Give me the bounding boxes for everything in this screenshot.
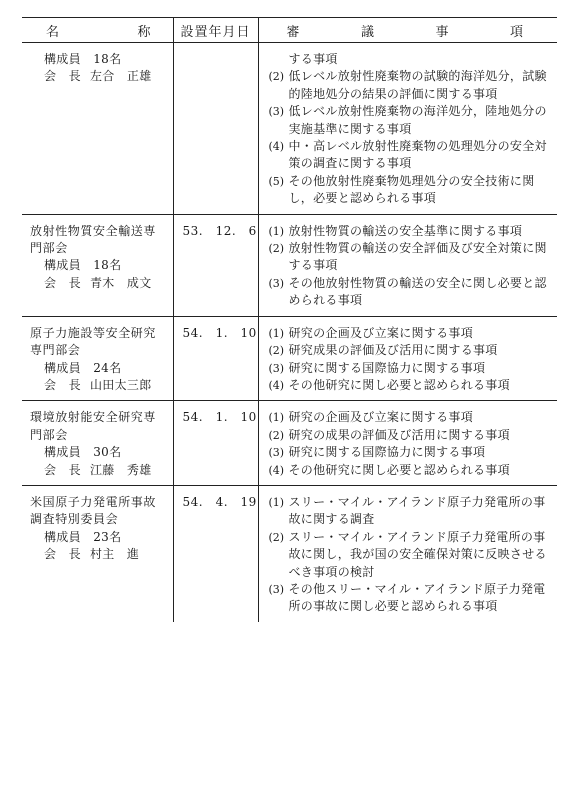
chair-line xyxy=(30,68,169,85)
header-established: 設置年月日 xyxy=(173,18,258,43)
matter-text: 中・高レベル放射性廃棄物の処理処分の安全対策の調査に関する事項 xyxy=(288,139,547,171)
committee-name-cell xyxy=(22,43,173,215)
committee-title-line: 門部会 xyxy=(30,427,68,442)
matter-number: (3) xyxy=(268,582,285,596)
header-name-char-1: 名 xyxy=(46,24,60,40)
matter-text: その他研究に関し必要と認められる事項 xyxy=(288,377,510,392)
matter-number: (1) xyxy=(268,326,285,340)
matter-number: (3) xyxy=(268,276,285,290)
chair-label: 会 長 xyxy=(44,462,81,477)
matter-text: 研究に関する国際協力に関する事項 xyxy=(288,360,486,375)
matter-item xyxy=(269,173,550,208)
committee-name-cell xyxy=(22,316,173,401)
established-date-cell xyxy=(173,401,258,486)
established-date-cell xyxy=(173,485,258,621)
matter-item xyxy=(269,68,550,103)
established-date: 54. 1. 10 xyxy=(182,325,257,340)
chair-name: 左合 正雄 xyxy=(90,69,152,84)
matter-text: その他研究に関し必要と認められる事項 xyxy=(288,462,510,477)
matter-item xyxy=(269,325,550,342)
matters-cell xyxy=(258,401,557,486)
matter-number: (4) xyxy=(268,140,285,154)
matters-cell xyxy=(258,316,557,401)
chair-line xyxy=(30,546,169,563)
established-date-cell xyxy=(173,214,258,316)
matter-text: 研究成果の評価及び活用に関する事項 xyxy=(288,343,498,358)
chair-name: 山田太三郎 xyxy=(90,377,152,392)
chair-label: 会 長 xyxy=(44,275,81,290)
matter-text: その他放射性物質の輸送の安全に関し必要と認められる事項 xyxy=(288,275,547,308)
matter-item xyxy=(269,240,550,275)
chair-line xyxy=(30,377,169,394)
matter-number: (4) xyxy=(268,463,285,477)
matters-cell xyxy=(258,214,557,316)
matter-number: (2) xyxy=(268,242,285,256)
matter-number: (3) xyxy=(268,105,285,119)
matter-text: 低レベル放射性廃棄物の海洋処分，陸地処分の実施基準に関する事項 xyxy=(288,104,547,136)
committee-name-cell xyxy=(22,214,173,316)
chair-label: 会 長 xyxy=(44,547,81,562)
committee-row xyxy=(22,485,557,621)
header-row xyxy=(22,18,557,43)
matter-item xyxy=(269,581,550,616)
matter-number: (1) xyxy=(268,411,285,425)
matter-text: スリー・マイル・アイランド原子力発電所の事故に関する調査 xyxy=(288,494,546,527)
matter-text: 低レベル放射性廃棄物の試験的海洋処分，試験的陸地処分の結果の評価に関する事項 xyxy=(288,69,547,101)
committee-name-cell xyxy=(22,401,173,486)
header-matters-char-4: 項 xyxy=(509,24,523,40)
established-date-cell xyxy=(173,316,258,401)
committee-row xyxy=(22,43,557,215)
matter-text: 放射性物質の輸送の安全基準に関する事項 xyxy=(288,223,523,238)
chair-name: 江藤 秀雄 xyxy=(90,462,152,477)
matter-item xyxy=(269,494,550,529)
committee-row xyxy=(22,214,557,316)
matter-number: (2) xyxy=(268,70,285,84)
committee-table xyxy=(22,17,557,622)
header-matters-char-3: 事 xyxy=(435,24,449,40)
matter-item xyxy=(269,275,550,310)
matter-number: (2) xyxy=(268,428,285,442)
matter-text: その他放射性廃棄物処理処分の安全技術に関し，必要と認められる事項 xyxy=(288,173,535,206)
matter-text: 研究の成果の評価及び活用に関する事項 xyxy=(288,427,510,442)
header-matters-char-2: 議 xyxy=(360,24,374,40)
matter-item xyxy=(269,409,550,426)
committee-title-line: 専門部会 xyxy=(30,343,81,358)
established-date: 53. 12. 6 xyxy=(182,223,257,238)
committee-title-line: 環境放射能安全研究専 xyxy=(30,410,157,425)
matter-number: (3) xyxy=(268,446,285,460)
matter-continuation: する事項 xyxy=(288,52,338,66)
member-count: 構成員 18名 xyxy=(44,52,122,66)
matter-text: 研究に関する国際協力に関する事項 xyxy=(288,445,486,460)
header-matters-char-1: 審 xyxy=(286,24,300,40)
committee-title-line: 原子力施設等安全研究 xyxy=(30,325,157,340)
matter-item xyxy=(269,342,550,359)
matter-text: スリー・マイル・アイランド原子力発電所の事故に関し，我が国の安全確保対策に反映させるべき事項の検討 xyxy=(288,529,547,579)
established-date: 54. 4. 19 xyxy=(182,494,257,509)
matter-item xyxy=(269,427,550,444)
matter-number: (2) xyxy=(268,530,285,544)
chair-label: 会 長 xyxy=(44,377,81,392)
committee-name-cell xyxy=(22,485,173,621)
committee-title-line: 放射性物質安全輸送専 xyxy=(30,223,157,238)
member-count: 構成員 23名 xyxy=(44,529,122,544)
matter-number: (5) xyxy=(268,174,285,188)
committee-row xyxy=(22,401,557,486)
matter-text: 放射性物質の輸送の安全評価及び安全対策に関する事項 xyxy=(288,241,547,273)
chair-line xyxy=(30,462,169,479)
matter-item xyxy=(269,138,550,173)
chair-line xyxy=(30,275,169,292)
matter-text: 研究の企画及び立案に関する事項 xyxy=(288,410,474,425)
header-name-char-2: 称 xyxy=(137,24,151,40)
committee-title-line: 調査特別委員会 xyxy=(30,512,119,527)
chair-name: 村主 進 xyxy=(90,547,140,562)
matter-number: (1) xyxy=(268,224,285,238)
matter-number: (1) xyxy=(268,495,285,509)
matter-item xyxy=(269,529,550,581)
table-body xyxy=(22,43,557,622)
matter-item xyxy=(269,223,550,240)
committee-title-line: 門部会 xyxy=(30,241,68,256)
matter-number: (4) xyxy=(268,378,285,392)
established-date-cell xyxy=(173,43,258,215)
committee-title-line: 米国原子力発電所事故 xyxy=(30,494,157,509)
matter-number: (2) xyxy=(268,344,285,358)
matter-item xyxy=(269,377,550,394)
member-count: 構成員 30名 xyxy=(44,445,122,460)
matter-item xyxy=(269,360,550,377)
matter-item xyxy=(269,462,550,479)
header-matters xyxy=(258,18,557,43)
member-count: 構成員 18名 xyxy=(44,258,122,273)
matters-cell xyxy=(258,485,557,621)
matters-cell xyxy=(258,43,557,215)
established-date: 54. 1. 10 xyxy=(182,410,257,425)
chair-name: 青木 成文 xyxy=(90,275,152,290)
chair-label: 会 長 xyxy=(44,69,81,84)
matter-number: (3) xyxy=(268,361,285,375)
matter-item xyxy=(269,103,550,138)
matter-text: 研究の企画及び立案に関する事項 xyxy=(288,325,474,340)
member-count: 構成員 24名 xyxy=(44,360,122,375)
matter-text: その他スリー・マイル・アイランド原子力発電所の事故に関し必要と認められる事項 xyxy=(288,581,546,614)
header-name xyxy=(22,18,173,43)
matter-item xyxy=(269,444,550,461)
committee-row xyxy=(22,316,557,401)
